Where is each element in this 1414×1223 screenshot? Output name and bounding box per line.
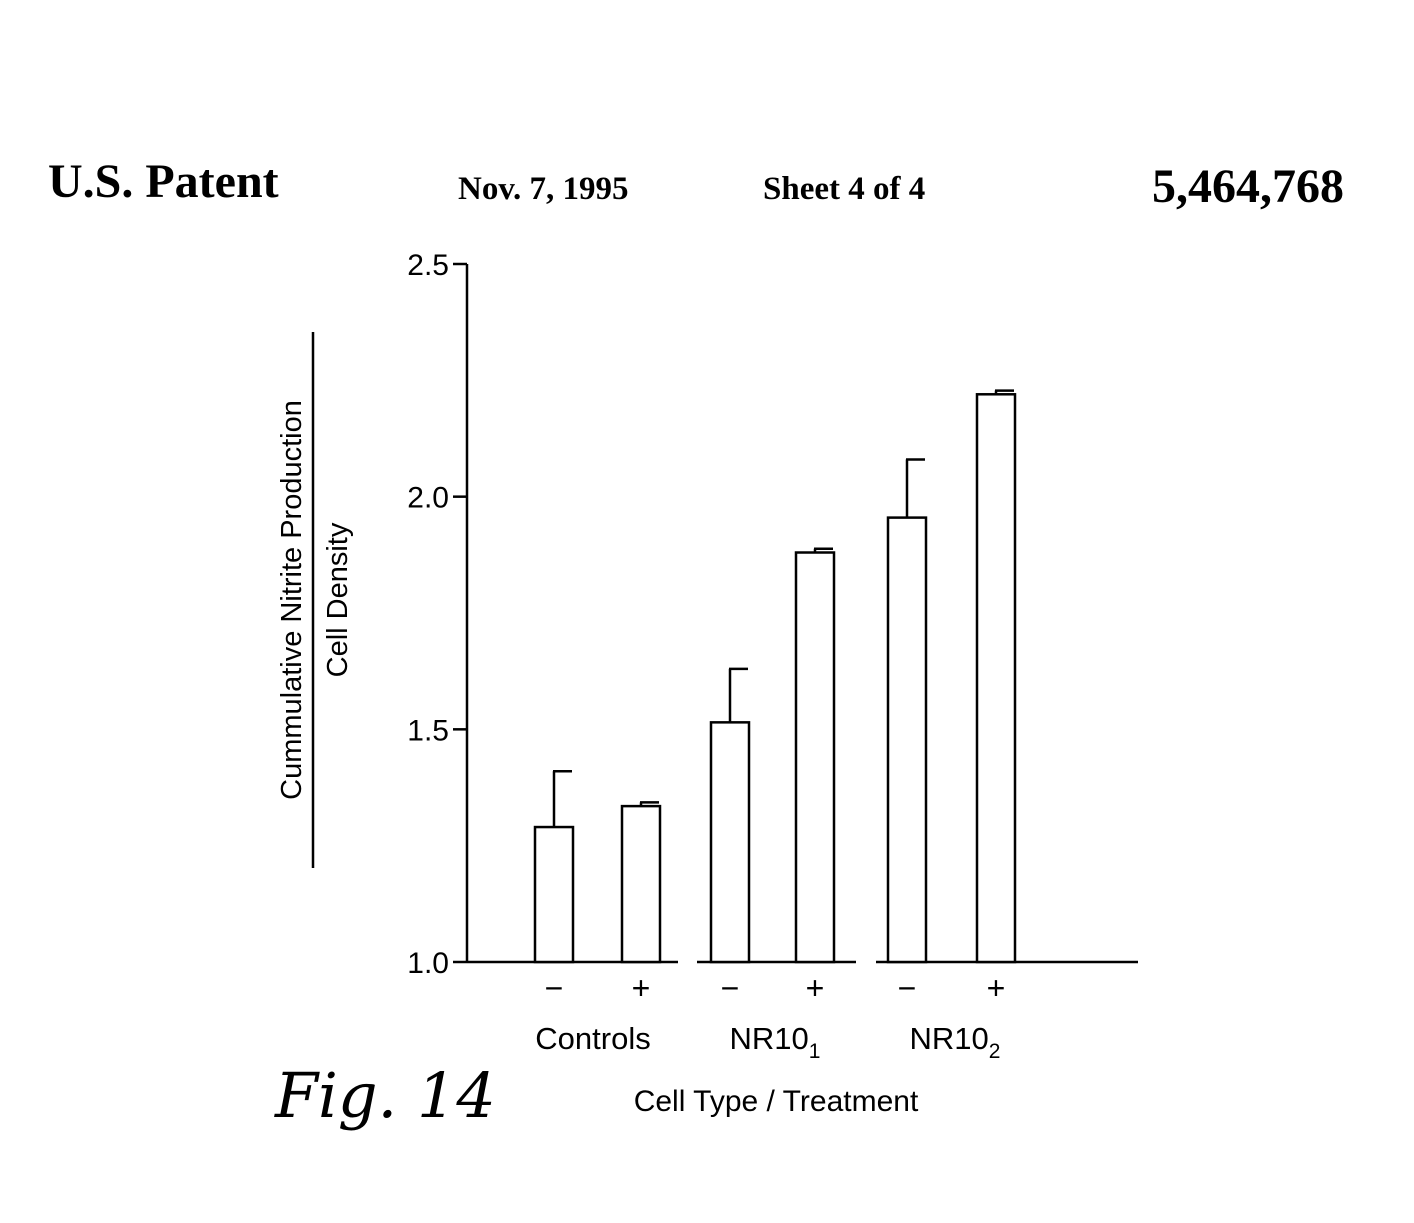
- patent-date: Nov. 7, 1995: [458, 171, 629, 207]
- patent-number: 5,464,768: [1152, 160, 1344, 213]
- group-label-0: Controls: [535, 1021, 651, 1056]
- bar-4: [888, 518, 926, 962]
- bar-5: [977, 394, 1015, 962]
- x-tick-label-2: −: [720, 970, 740, 1006]
- y-ticks: [407, 249, 467, 980]
- x-tick-label-3: +: [805, 970, 825, 1006]
- group-label-2: $NR10_2$: [909, 1021, 1001, 1063]
- y-tick-label-2: 2.0: [407, 481, 449, 515]
- x-tick-label-1: +: [631, 970, 651, 1006]
- figure-label: Fig. 14: [275, 1059, 496, 1132]
- bar-1: [622, 806, 660, 962]
- x-ticks: [545, 970, 1006, 1006]
- y-axis-label-denominator: Cell Density: [322, 522, 354, 678]
- group-labels: [535, 1021, 1000, 1063]
- bars: [535, 391, 1015, 962]
- bar-3: [796, 553, 834, 962]
- patent-label: U.S. Patent: [48, 155, 279, 208]
- y-tick-label-1: 1.5: [407, 714, 449, 748]
- x-tick-label-4: −: [897, 970, 917, 1006]
- y-tick-label-0: 1.0: [407, 947, 449, 980]
- group-label-1: $NR10_1$: [729, 1021, 821, 1063]
- sheet-label: Sheet 4 of 4: [763, 171, 926, 207]
- y-axis-label-numerator: Cummulative Nitrite Production: [276, 400, 308, 800]
- bar-2: [711, 722, 749, 962]
- y-axis-label: [276, 332, 354, 868]
- y-tick-label-3: 2.5: [407, 249, 449, 282]
- bar-0: [535, 827, 573, 962]
- x-tick-label-5: +: [986, 970, 1006, 1006]
- x-axis-label: Cell Type / Treatment: [633, 1085, 919, 1118]
- x-tick-label-0: −: [544, 970, 564, 1006]
